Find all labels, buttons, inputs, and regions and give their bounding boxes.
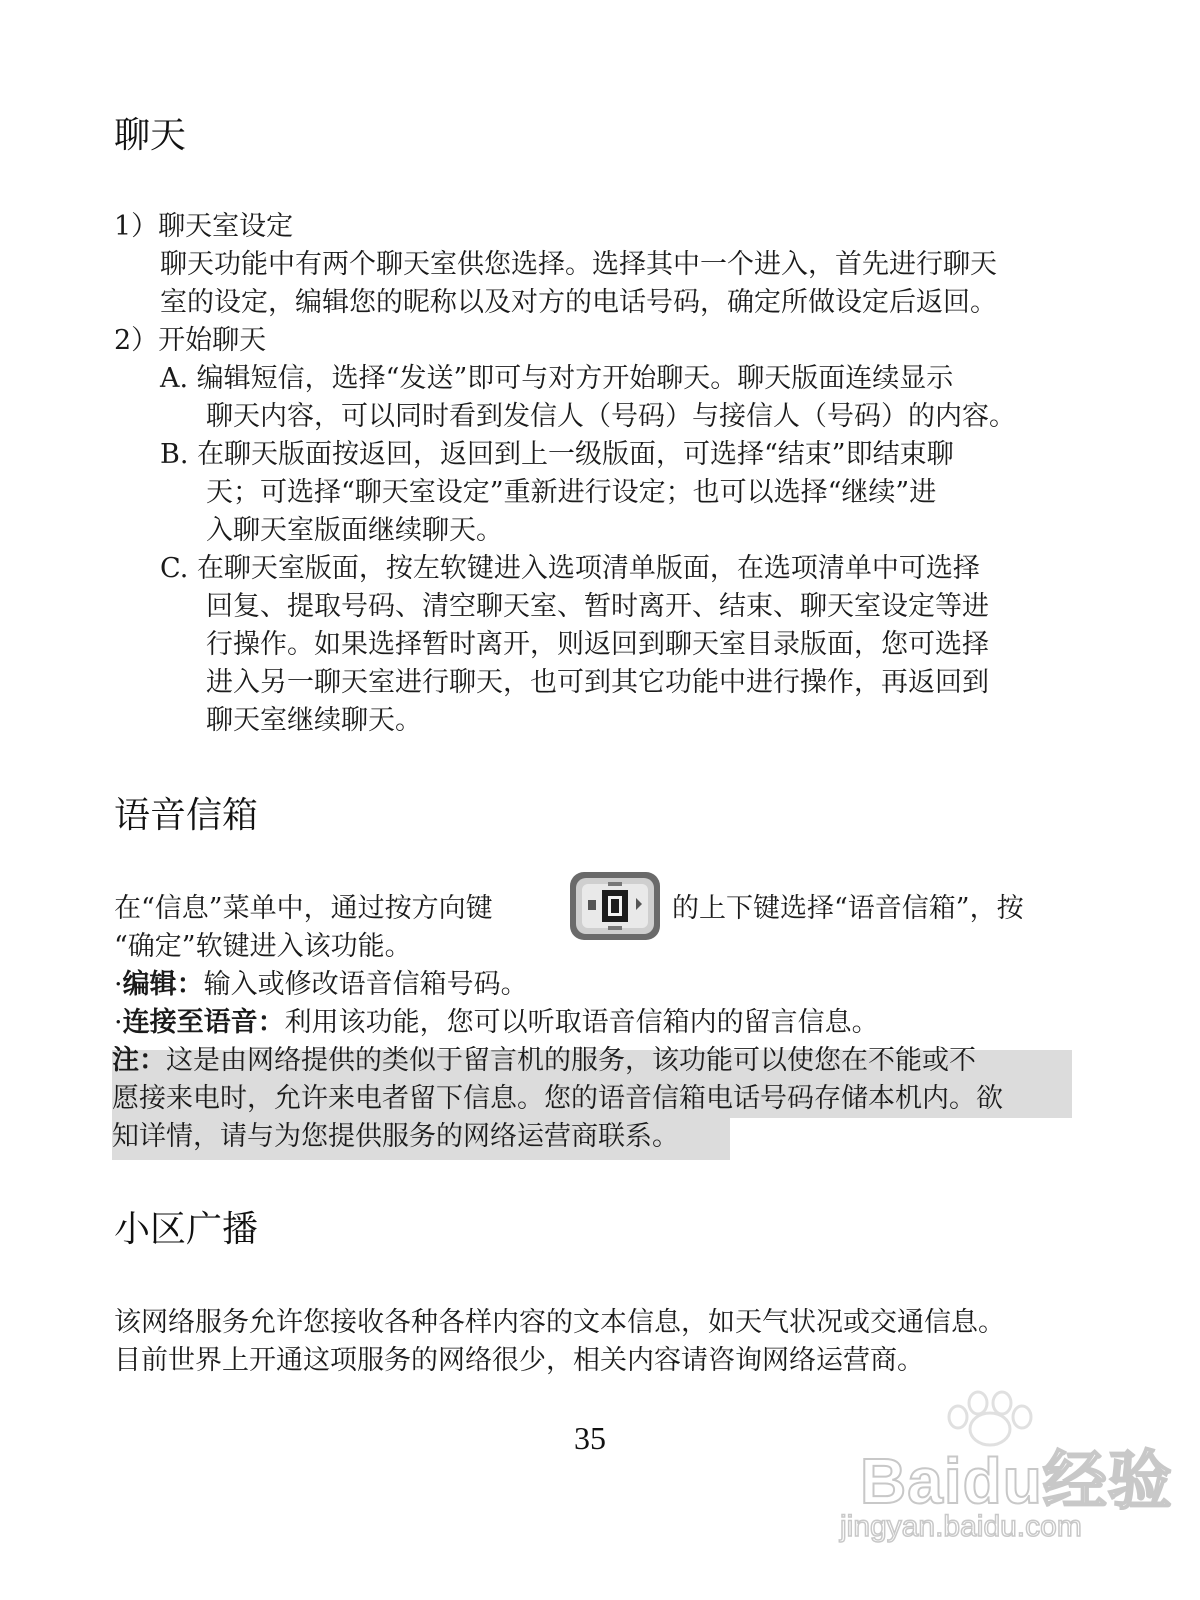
note-term: 注：	[112, 1045, 166, 1076]
bullet-term: 编辑：	[122, 969, 204, 1000]
chat-sub-c-line: C. 在聊天室版面，按左软键进入选项清单版面，在选项清单中可选择	[160, 553, 980, 584]
chat-sub-c-line: 进入另一聊天室进行聊天，也可到其它功能中进行操作，再返回到	[206, 667, 989, 698]
voicemail-intro-line2: “确定”软键进入该功能。	[114, 931, 412, 962]
voicemail-note-line: 愿接来电时，允许来电者留下信息。您的语音信箱电话号码存储本机内。欲	[112, 1083, 1003, 1114]
chat-sub-c-line: 行操作。如果选择暂时离开，则返回到聊天室目录版面，您可选择	[206, 629, 989, 660]
bullet-dot: ·	[114, 1007, 123, 1038]
chat-sub-a-line: A. 编辑短信，选择“发送”即可与对方开始聊天。聊天版面连续显示	[160, 363, 954, 394]
bullet-dot: ·	[114, 969, 123, 1000]
voicemail-bullet-connect	[114, 1008, 1074, 1038]
bullet-text: 输入或修改语音信箱号码。	[203, 969, 528, 1000]
note-text: 这是由网络提供的类似于留言机的服务，该功能可以使您在不能或不	[166, 1045, 976, 1076]
voicemail-intro-part1: 在“信息”菜单中，通过按方向键	[114, 893, 493, 924]
chat-item1-line: 室的设定，编辑您的昵称以及对方的电话号码，确定所做设定后返回。	[160, 287, 997, 318]
chat-sub-b-line: B. 在聊天版面按返回，返回到上一级版面，可选择“结束”即结束聊	[160, 439, 954, 470]
chat-sub-c-line: 聊天室继续聊天。	[206, 705, 422, 736]
bullet-term: 连接至语音：	[122, 1007, 285, 1038]
chat-sub-a-line: 聊天内容，可以同时看到发信人（号码）与接信人（号码）的内容。	[206, 401, 1016, 432]
voicemail-intro-part2: 的上下键选择“语音信箱”，按	[672, 893, 1024, 924]
voicemail-note-line: 知详情，请与为您提供服务的网络运营商联系。	[112, 1121, 679, 1152]
cell-broadcast-line: 该网络服务允许您接收各种各样内容的文本信息，如天气状况或交通信息。	[114, 1307, 1005, 1338]
bullet-text: 利用该功能，您可以听取语音信箱内的留言信息。	[284, 1007, 879, 1038]
chat-item1-line: 聊天功能中有两个聊天室供您选择。选择其中一个进入，首先进行聊天	[160, 249, 997, 280]
page-number: 35	[574, 1420, 606, 1456]
voicemail-note-line	[112, 1046, 1072, 1076]
watermark-brand: Baidu经验	[860, 1445, 1173, 1517]
chat-sub-c-line: 回复、提取号码、清空聊天室、暂时离开、结束、聊天室设定等进	[206, 591, 989, 622]
section-heading-voicemail: 语音信箱	[114, 795, 259, 836]
chat-sub-b-line: 入聊天室版面继续聊天。	[206, 515, 503, 546]
section-heading-cell-broadcast: 小区广播	[114, 1209, 259, 1250]
chat-item2-label: 2）开始聊天	[114, 325, 267, 356]
voicemail-bullet-edit	[114, 970, 1074, 1000]
cell-broadcast-line: 目前世界上开通这项服务的网络很少，相关内容请咨询网络运营商。	[114, 1345, 924, 1376]
section-heading-chat: 聊天	[114, 115, 187, 156]
watermark-url: jingyan.baidu.com	[840, 1510, 1082, 1543]
chat-sub-b-line: 天；可选择“聊天室设定”重新进行设定；也可以选择“继续”进	[206, 477, 937, 508]
chat-item1-label: 1）聊天室设定	[114, 211, 294, 242]
